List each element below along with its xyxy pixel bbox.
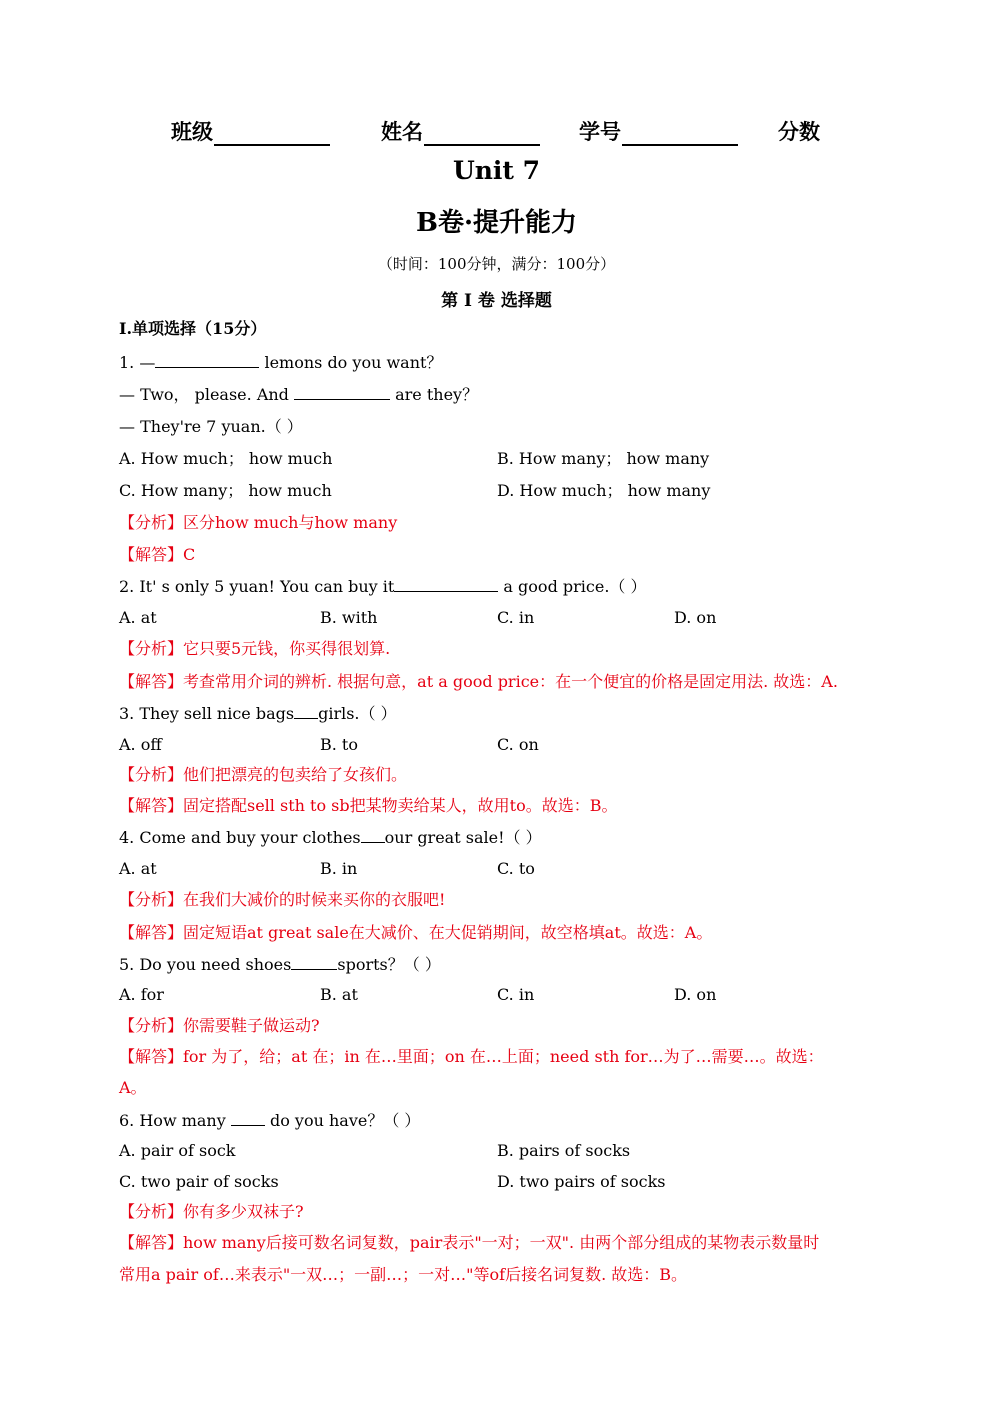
q4-option-a[interactable]: A. at — [119, 859, 157, 878]
q2-line: 2. It' s only 5 yuan! You can buy it a good price.（ ） — [119, 577, 647, 596]
q1-line2: — Two， please. And are they？ — [119, 385, 479, 404]
q5-option-b[interactable]: B. at — [320, 985, 358, 1004]
q2-analysis: 【分析】它只要5元钱，你买得很划算. — [119, 639, 391, 658]
q1-answer: 【解答】C — [119, 545, 196, 564]
q3-analysis: 【分析】他们把漂亮的包卖给了女孩们。 — [119, 765, 408, 784]
q2-option-b[interactable]: B. with — [320, 608, 378, 627]
q1-option-b[interactable]: B. How many； how many — [497, 449, 710, 468]
student-info-header — [0, 116, 993, 150]
q1-option-a[interactable]: A. How much； how much — [119, 449, 333, 468]
q6-line: 6. How many do you have？（ ） — [119, 1111, 421, 1130]
q3-option-a[interactable]: A. off — [119, 735, 162, 754]
q1-analysis: 【分析】区分how much与how many — [119, 513, 398, 532]
q6-option-d[interactable]: D. two pairs of socks — [497, 1172, 666, 1191]
q5-analysis: 【分析】你需要鞋子做运动? — [119, 1016, 320, 1035]
id-blank[interactable] — [622, 122, 738, 146]
name-field — [381, 116, 540, 146]
q5-blank[interactable] — [291, 954, 337, 970]
q2-option-d[interactable]: D. on — [674, 608, 717, 627]
q5-option-d[interactable]: D. on — [674, 985, 717, 1004]
q1-blank2[interactable] — [294, 384, 390, 400]
id-label: 学号 — [579, 119, 621, 144]
q6-answer-line1: 【解答】how many后接可数名词复数，pair表示"一对；一双". 由两个部分组成的某物表示数量时 — [119, 1233, 820, 1252]
time-note: （时间：100分钟，满分：100分） — [377, 255, 616, 273]
class-label: 班级 — [171, 119, 213, 144]
q4-line: 4. Come and buy your clothes our great sale!（ ） — [119, 828, 542, 847]
q5-option-a[interactable]: A. for — [119, 985, 164, 1004]
q2-answer: 【解答】考查常用介词的辨析. 根据句意，at a good price：在一个便宜的价格是固定用法. 故选：A. — [119, 672, 838, 691]
q1-line1: 1. — lemons do you want？ — [119, 353, 443, 372]
q1-option-c[interactable]: C. How many； how much — [119, 481, 332, 500]
q6-option-b[interactable]: B. pairs of socks — [497, 1141, 631, 1160]
q6-answer-line2: 常用a pair of…来表示"一双…；一副…；一对…"等of后接名词复数. 故选：B。 — [119, 1265, 688, 1284]
q5-answer-line2: A。 — [119, 1078, 147, 1097]
q1-line3: — They're 7 yuan.（ ） — [119, 417, 303, 436]
q3-blank[interactable] — [294, 703, 318, 719]
name-label: 姓名 — [381, 119, 423, 144]
q3-option-b[interactable]: B. to — [320, 735, 358, 754]
q6-option-a[interactable]: A. pair of sock — [119, 1141, 236, 1160]
q4-blank[interactable] — [361, 827, 385, 843]
q2-option-a[interactable]: A. at — [119, 608, 157, 627]
unit-title: Unit 7 — [452, 156, 541, 185]
q2-option-c[interactable]: C. in — [497, 608, 535, 627]
q5-line: 5. Do you need shoes sports？（ ） — [119, 955, 441, 974]
part-title: 第 I 卷 选择题 — [441, 291, 552, 311]
class-blank[interactable] — [214, 122, 330, 146]
q1-option-d[interactable]: D. How much； how many — [497, 481, 711, 500]
q5-option-c[interactable]: C. in — [497, 985, 535, 1004]
q5-answer-line1: 【解答】for 为了，给；at 在；in 在…里面；on 在…上面；need sth for…为了…需要…。故选： — [119, 1047, 824, 1066]
q6-blank[interactable] — [231, 1110, 265, 1126]
q4-option-b[interactable]: B. in — [320, 859, 358, 878]
q4-option-c[interactable]: C. to — [497, 859, 535, 878]
q4-analysis: 【分析】在我们大减价的时候来买你的衣服吧! — [119, 890, 446, 909]
id-field — [579, 116, 738, 146]
q6-option-c[interactable]: C. two pair of socks — [119, 1172, 279, 1191]
name-blank[interactable] — [424, 122, 540, 146]
section-heading: I.单项选择（15分） — [119, 319, 267, 338]
q3-line: 3. They sell nice bags girls.（ ） — [119, 704, 397, 723]
q2-blank[interactable] — [394, 576, 498, 592]
score-field — [778, 116, 820, 146]
q3-answer: 【解答】固定搭配sell sth to sb把某物卖给某人，故用to。故选：B。 — [119, 796, 618, 815]
q6-analysis: 【分析】你有多少双袜子? — [119, 1202, 304, 1221]
score-label: 分数 — [778, 119, 820, 144]
q3-option-c[interactable]: C. on — [497, 735, 539, 754]
class-field — [171, 116, 330, 146]
q1-blank1[interactable] — [155, 352, 259, 368]
volume-title: B卷·提升能力 — [415, 208, 578, 238]
q4-answer: 【解答】固定短语at great sale在大减价、在大促销期间，故空格填at。故选：A。 — [119, 923, 713, 942]
